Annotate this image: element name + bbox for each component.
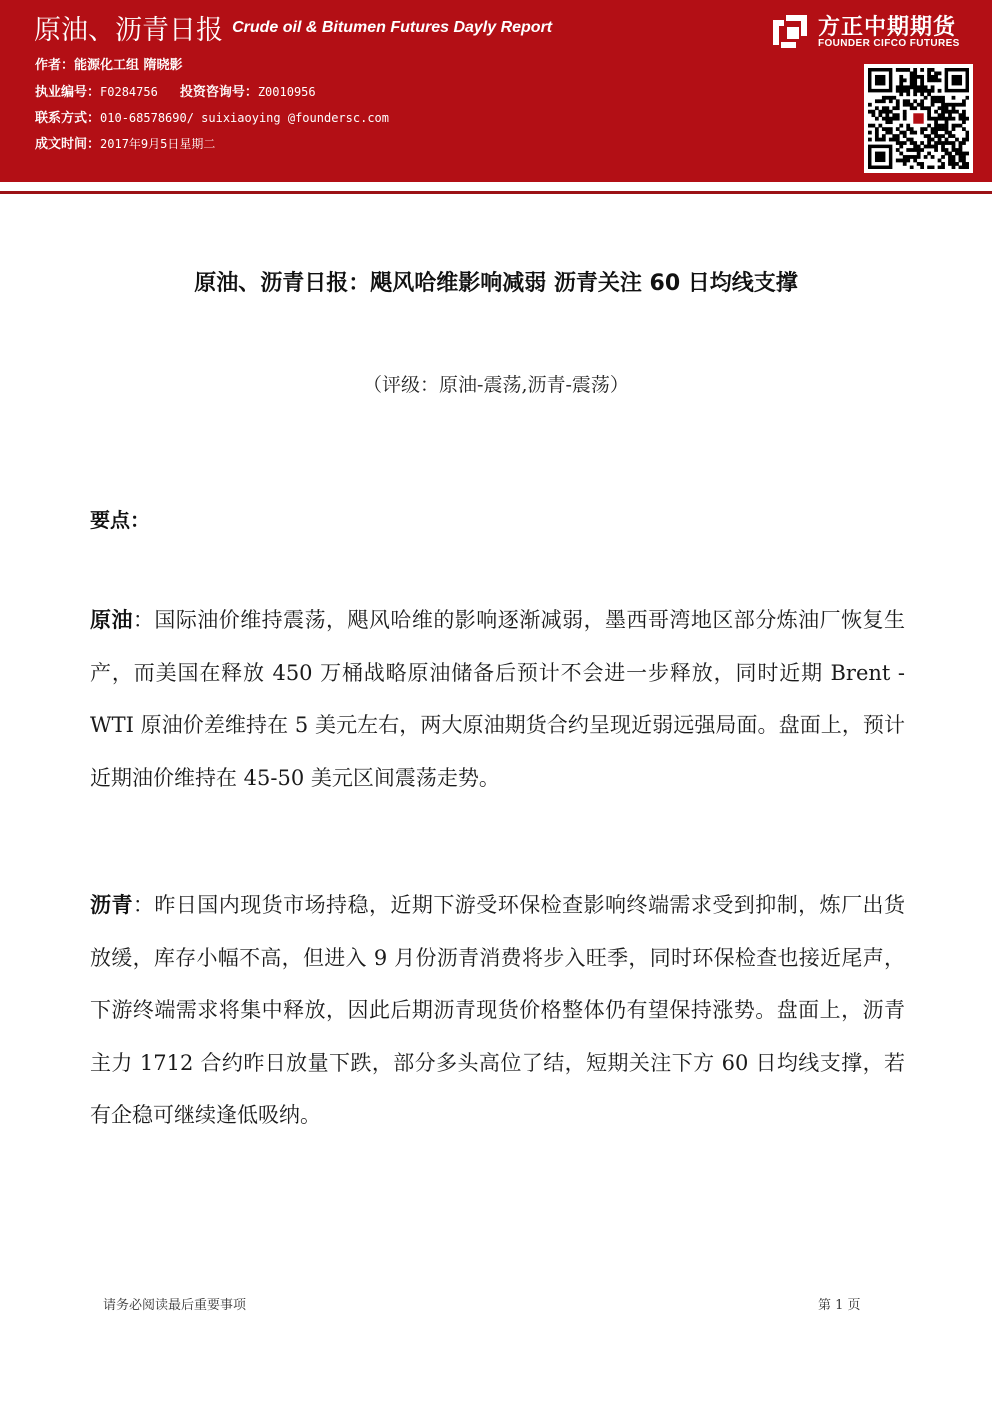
asphalt-text: ：昨日国内现货市场持稳，近期下游受环保检查影响终端需求受到抑制，炼厂出货放缓，库存小幅不高，但进入 9 月份沥青消费将步入旺季，同时环保检查也接近尾声，下游终端需求将集中释放，因此后期沥青现货价格整体仍有望保持涨势。盘面上，沥青主力 1712 合约昨日放量下跌，部分多头高位了结，短期关注下方 60 日均线支撑，若有企稳可继续逢低吸纳。 xyxy=(90,893,905,1127)
qr-code-icon xyxy=(868,68,969,169)
crude-oil-text: ：国际油价维持震荡，飓风哈维的影响逐渐减弱，墨西哥湾地区部分炼油厂恢复生产，而美国在释放 450 万桶战略原油储备后预计不会进一步释放，同时近期 Brent -WTI 原油价差维持在 5 美元左右，两大原油期货合约呈现近弱远强局面。盘面上，预计近期油价维持在 45-50 美元区间震荡走势。 xyxy=(90,608,905,790)
logo-name-cn: 方正中期期货 xyxy=(818,15,957,40)
crude-oil-paragraph xyxy=(90,594,905,804)
footer-notice: 请务必阅读最后重要事项 xyxy=(103,1298,247,1313)
qr-code xyxy=(864,64,973,173)
advisory-label: 投资咨询号： xyxy=(179,85,258,100)
logo-name-en: FOUNDER CIFCO FUTURES xyxy=(818,38,960,49)
author-meta xyxy=(35,56,389,160)
asphalt-paragraph xyxy=(90,879,905,1142)
founder-logo-icon xyxy=(770,12,810,52)
asphalt-label: 沥青 xyxy=(90,893,133,917)
contact-label: 联系方式： xyxy=(35,111,101,126)
keypoints-heading: 要点： xyxy=(90,508,150,532)
advisory-number: Z0010956 xyxy=(257,85,316,99)
report-date: 2017年9月5日星期二 xyxy=(100,137,216,151)
document-title: 原油、沥青日报：飓风哈维影响减弱 沥青关注 60 日均线支撑 xyxy=(194,271,798,296)
company-logo xyxy=(770,10,985,56)
author-label: 作者： xyxy=(35,58,75,73)
license-line xyxy=(35,82,389,108)
page-number: 第 1 页 xyxy=(818,1298,861,1313)
date-label: 成文时间： xyxy=(35,137,101,152)
author-name: 能源化工组 隋晓影 xyxy=(74,58,183,73)
header-title xyxy=(34,8,552,47)
header-title-en: Crude oil & Bitumen Futures Dayly Report xyxy=(232,18,553,36)
header-divider xyxy=(0,191,992,194)
header-title-cn: 原油、沥青日报 xyxy=(34,15,223,46)
contact-info: 010-68578690/ suixiaoying @foundersc.com xyxy=(100,111,389,125)
report-header xyxy=(0,0,992,182)
license-number: F0284756 xyxy=(100,85,158,99)
crude-oil-label: 原油 xyxy=(90,608,133,632)
license-label: 执业编号： xyxy=(35,85,101,100)
author-line xyxy=(35,56,389,82)
rating-line: （评级：原油-震荡,沥青-震荡） xyxy=(363,374,629,396)
contact-line xyxy=(35,108,389,134)
date-line xyxy=(35,134,389,160)
